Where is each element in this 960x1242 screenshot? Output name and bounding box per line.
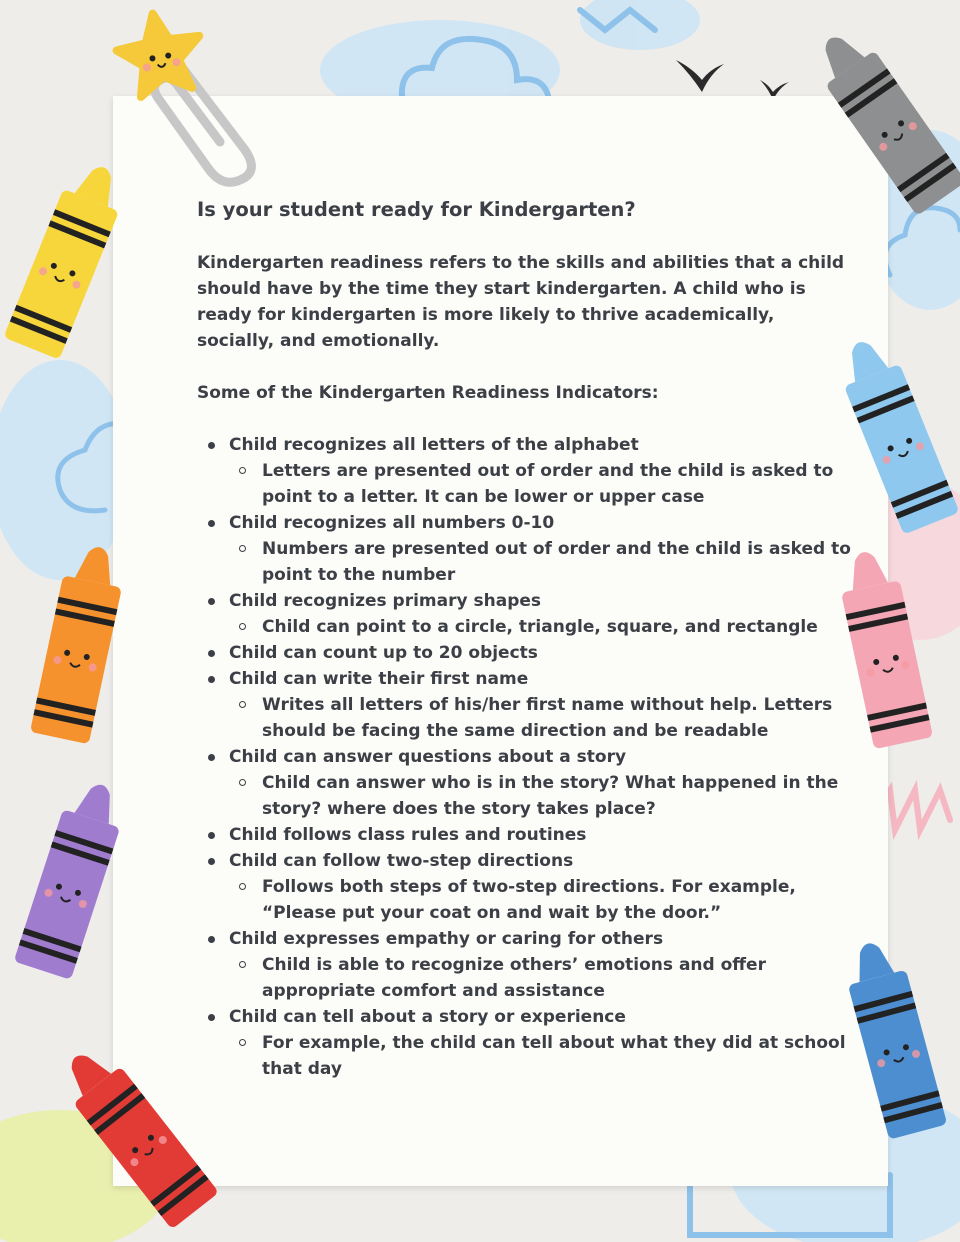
indicator-sublist	[229, 952, 857, 1004]
indicator-detail: Child is able to recognize others’ emotions and offer appropriate comfort and assistance	[229, 952, 857, 1004]
indicator-item	[197, 926, 857, 1004]
indicator-sublist	[229, 770, 857, 822]
crayon-icon	[3, 156, 132, 359]
indicator-text: Child can answer questions about a story	[229, 747, 627, 767]
indicator-text: Child recognizes all numbers 0-10	[229, 513, 555, 533]
indicator-sublist	[229, 614, 857, 640]
indicator-item	[197, 822, 857, 848]
indicator-detail: Letters are presented out of order and the child is asked to point to a letter. It can be lower or upper case	[229, 458, 857, 510]
indicator-text: Child expresses empathy or caring for others	[229, 929, 664, 949]
indicator-item	[197, 666, 857, 744]
indicators-heading: Some of the Kindergarten Readiness Indicators:	[197, 383, 659, 403]
indicator-text: Child follows class rules and routines	[229, 825, 587, 845]
indicator-detail: For example, the child can tell about what they did at school that day	[229, 1030, 857, 1082]
indicator-item	[197, 848, 857, 926]
indicator-sublist	[229, 1030, 857, 1082]
indicator-sublist	[229, 536, 857, 588]
indicator-sublist	[229, 874, 857, 926]
indicator-detail: Follows both steps of two-step directions. For example, “Please put your coat on and wait by the door.”	[229, 874, 857, 926]
indicator-list	[197, 432, 857, 1082]
page-title: Is your student ready for Kindergarten?	[197, 198, 636, 221]
star-icon	[111, 6, 208, 99]
indicator-text: Child can follow two-step directions	[229, 851, 574, 871]
indicator-text: Child recognizes primary shapes	[229, 591, 542, 611]
indicator-text: Child can write their first name	[229, 669, 529, 689]
document-content	[197, 196, 857, 1082]
intro-paragraph: Kindergarten readiness refers to the skills and abilities that a child should have by the time they start kindergarten. A child who is ready for kindergarten is more likely to thrive academically, socially, and emotionally.	[197, 253, 845, 351]
indicator-detail: Numbers are presented out of order and the child is asked to point to the number	[229, 536, 857, 588]
crayon-icon	[805, 22, 960, 216]
crayon-icon	[30, 541, 129, 744]
indicator-text: Child can tell about a story or experience	[229, 1007, 626, 1027]
indicator-text: Child can count up to 20 objects	[229, 643, 538, 663]
crayon-icon	[52, 1039, 219, 1230]
indicator-sublist	[229, 458, 857, 510]
indicator-item	[197, 640, 857, 666]
indicator-item	[197, 432, 857, 510]
indicator-detail: Writes all letters of his/her first name without help. Letters should be facing the same direction and be readable	[229, 692, 857, 744]
indicator-item	[197, 588, 857, 640]
indicator-detail: Child can answer who is in the story? What happened in the story? where does the story takes place?	[229, 770, 857, 822]
indicator-item	[197, 744, 857, 822]
indicator-text: Child recognizes all letters of the alphabet	[229, 435, 639, 455]
crayon-icon	[14, 776, 131, 980]
indicator-item	[197, 510, 857, 588]
indicator-sublist	[229, 692, 857, 744]
indicator-detail: Child can point to a circle, triangle, square, and rectangle	[229, 614, 857, 640]
indicator-item	[197, 1004, 857, 1082]
